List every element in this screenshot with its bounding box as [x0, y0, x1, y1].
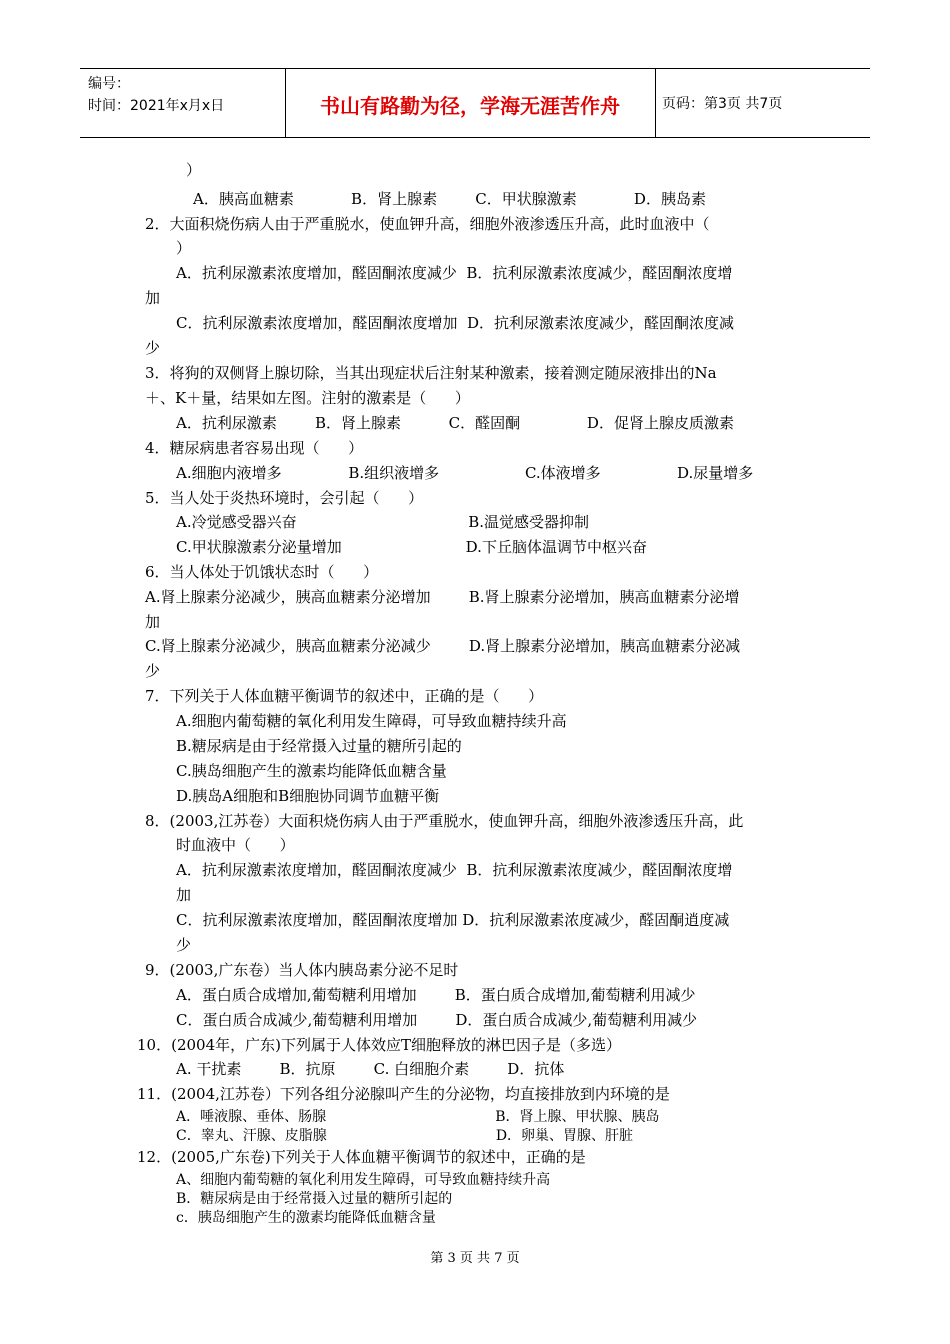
text-line: A．抗利尿激素浓度增加，醛固酮浓度减少 B．抗利尿激素浓度减少，醛固酮浓度增 [176, 264, 733, 282]
text-line: 少 [176, 936, 192, 954]
text-line: ＋、K＋量，结果如左图。注射的激素是（ ） [145, 389, 470, 407]
text-line: 11．(2004,江苏卷）下列各组分泌腺叫产生的分泌物，均直接排放到内环境的是 [137, 1085, 670, 1103]
text-line: A．胰高血糖素 B．肾上腺素 C．甲状腺激素 D．胰岛素 [193, 190, 706, 208]
text-line: C．蛋白质合成减少,葡萄糖利用增加 D．蛋白质合成减少,葡萄糖利用减少 [176, 1011, 698, 1029]
text-line: D.胰岛A细胞和B细胞协同调节血糖平衡 [176, 787, 440, 805]
header-motto: 书山有路勤为径，学海无涯苦作舟 [320, 94, 620, 118]
time-label: 时间：2021年x月x日 [88, 98, 225, 114]
text-line: 9．(2003,广东卷）当人体内胰岛素分泌不足时 [145, 961, 459, 979]
text-line: 10．(2004年，广东)下列属于人体效应T细胞释放的淋巴因子是（多选） [137, 1036, 621, 1054]
text-line: 12．(2005,广东卷)下列关于人体血糖平衡调节的叙述中，正确的是 [137, 1148, 586, 1166]
text-line: 加 [176, 886, 192, 904]
text-line: A．抗利尿激素浓度增加，醛固酮浓度减少 B．抗利尿激素浓度减少，醛固酮浓度增 [176, 861, 733, 879]
text-line: A.细胞内葡萄糖的氧化利用发生障碍，可导致血糖持续升高 [176, 712, 567, 730]
text-line: A.冷觉感受器兴奋 B.温觉感受器抑制 [176, 513, 590, 531]
text-line: A．蛋白质合成增加,葡萄糖利用增加 B．蛋白质合成增加,葡萄糖利用减少 [176, 986, 696, 1004]
page-footer: 第 3 页 共 7 页 [430, 1251, 520, 1266]
text-line: 6．当人体处于饥饿状态时（ ） [145, 563, 379, 581]
text-line: 少 [145, 339, 161, 357]
text-line: 加 [145, 289, 161, 307]
text-line: A、细胞内葡萄糖的氧化利用发生障碍，可导致血糖持续升高 [176, 1172, 551, 1188]
text-line: C．抗利尿激素浓度增加，醛固酮浓度增加 D．抗利尿激素浓度减少，醛固酮浓度减 [176, 314, 735, 332]
text-line: 加 [145, 613, 161, 631]
text-line: 4．糖尿病患者容易出现（ ） [145, 439, 364, 457]
text-line: A.肾上腺素分泌减少，胰高血糖素分泌增加 B.肾上腺素分泌增加，胰高血糖素分泌增 [145, 588, 740, 606]
text-line: ） [176, 239, 192, 257]
text-line: 少 [145, 662, 161, 680]
text-line: c．胰岛细胞产生的激素均能降低血糖含量 [176, 1210, 436, 1226]
text-line: B.糖尿病是由于经常摄入过量的糖所引起的 [176, 737, 462, 755]
text-line: 5．当人处于炎热环境时，会引起（ ） [145, 489, 424, 507]
header-divider-right [655, 69, 656, 137]
text-line: 时血液中（ ） [176, 836, 295, 854]
text-line: ） [186, 161, 202, 179]
page-header [80, 68, 870, 138]
text-line: A.细胞内液增多 B.组织液增多 C.体液增多 D.尿量增多 [176, 464, 754, 482]
text-line: C.胰岛细胞产生的激素均能降低血糖含量 [176, 762, 447, 780]
text-line: 8．(2003,江苏卷）大面积烧伤病人由于严重脱水，使血钾升高，细胞外液渗透压升高，此 [145, 812, 744, 830]
text-line: B．糖尿病是由于经常摄入过量的糖所引起的 [176, 1191, 453, 1207]
header-meta [88, 73, 224, 117]
text-line: 7．下列关于人体血糖平衡调节的叙述中，正确的是（ ） [145, 687, 544, 705]
text-line: C.甲状腺激素分泌量增加 D.下丘脑体温调节中枢兴奋 [176, 538, 647, 556]
text-line: C.肾上腺素分泌减少，胰高血糖素分泌减少 D.肾上腺素分泌增加，胰高血糖素分泌减 [145, 637, 741, 655]
header-page-info: 页码：第3页 共7页 [662, 96, 783, 112]
text-line: C．睾丸、汗腺、皮脂腺 D．卵巢、胃腺、肝脏 [176, 1128, 634, 1144]
text-line: 2．大面积烧伤病人由于严重脱水，使血钾升高，细胞外液渗透压升高，此时血液中（ [145, 215, 710, 233]
text-line: 3．将狗的双侧肾上腺切除，当其出现症状后注射某种激素，接着测定随尿液排出的Na [145, 364, 717, 382]
text-line: A．抗利尿激素 B．肾上腺素 C．醛固酮 D．促肾上腺皮质激素 [176, 414, 734, 432]
text-line: A．唾液腺、垂体、肠腺 B．肾上腺、甲状腺、胰岛 [176, 1109, 660, 1125]
serial-label: 编号： [88, 76, 130, 92]
text-line: C．抗利尿激素浓度增加，醛固酮浓度增加 D．抗利尿激素浓度减少，醛固酮逍度减 [176, 911, 730, 929]
text-line: A. 干扰素 B．抗原 C. 白细胞介素 D．抗体 [176, 1060, 565, 1078]
